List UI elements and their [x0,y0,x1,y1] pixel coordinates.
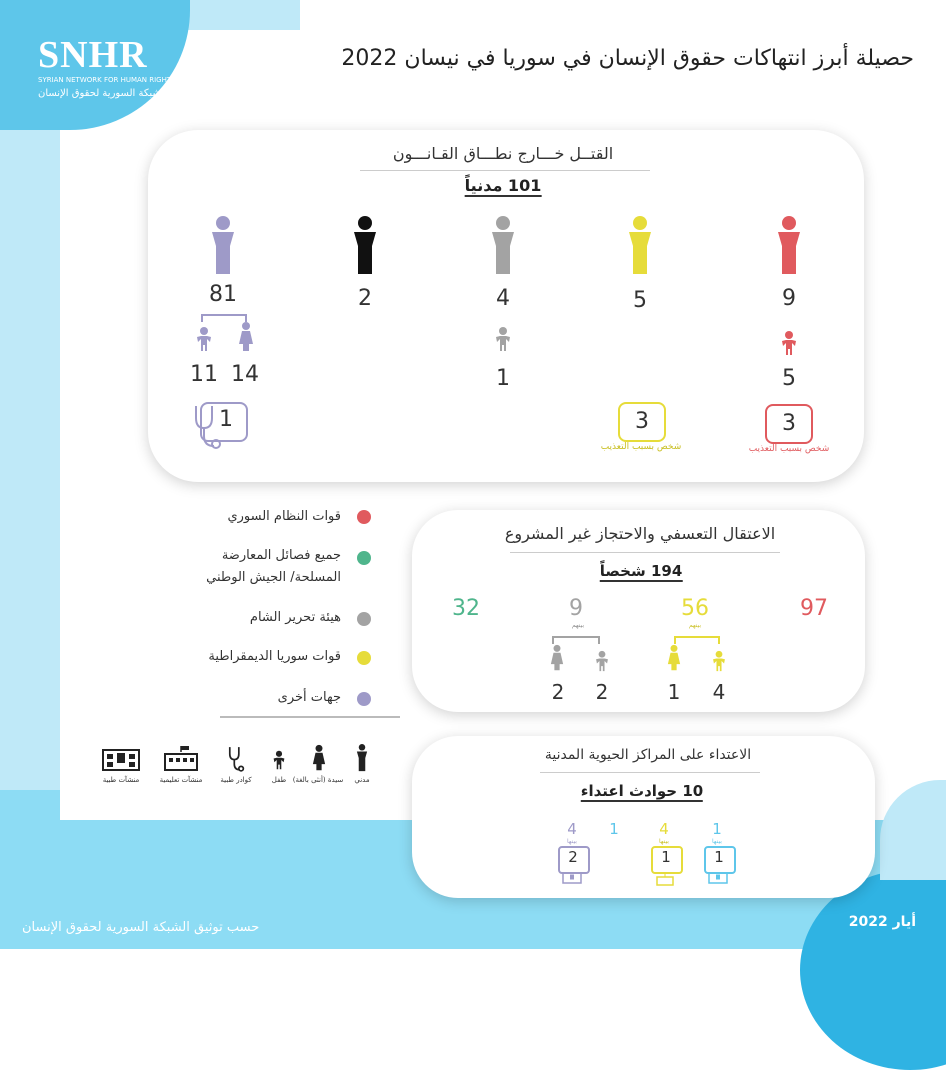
woman-icon [550,644,564,672]
civilian-icon [776,216,802,276]
sdf-torture-count: 3 [635,409,649,434]
attacks-g1-count: 1 [712,820,722,838]
woman-icon [312,744,326,772]
legend-dot-sdf [357,651,371,665]
civilian-icon [210,216,236,276]
killing-others-child: 11 [190,362,218,387]
killing-title: القتــل خـــارج نطـــاق القـانـــون [392,144,614,163]
child-icon [494,326,512,352]
killing-others-medical: 1 [219,407,233,432]
logo-subtitle-ar: الشبكة السورية لحقوق الإنسان [38,88,168,99]
killing-total: 101 مدنياً [464,176,542,195]
stethoscope-icon [226,746,246,772]
attacks-g1-sub: بينها [712,838,722,845]
regime-torture-count: 3 [782,411,796,436]
icon-legend-medical: كوادر طبية [220,776,252,784]
attacks-g2-count: 4 [659,820,669,838]
logo-text: SNHR [38,34,148,76]
child-icon [594,650,610,672]
logo-subtitle-en: SYRIAN NETWORK FOR HUMAN RIGHTS [38,76,176,84]
school-icon [163,744,199,772]
killing-others-count: 81 [209,282,237,307]
hospital-icon [708,872,728,884]
hospital-icon [101,748,141,772]
woman-icon [238,322,254,352]
child-icon [195,326,213,352]
attacks-divider [540,772,760,773]
child-icon [780,330,798,356]
attacks-g2-facility: 1 [661,848,671,866]
attacks-title: الاعتداء على المراكز الحيوية المدنية [544,747,752,763]
legend-label-sdf: قوات سوريا الديمقراطية [208,649,341,664]
footer-source: حسب توثيق الشبكة السورية لحقوق الإنسان [22,920,260,935]
detention-sdf-sub: بينهم [688,622,702,629]
legend-dot-hts [357,612,371,626]
killing-hts-count: 4 [496,286,510,311]
school-icon [655,872,675,886]
killing-regime-count: 9 [782,286,796,311]
legend-divider [220,716,400,718]
icon-legend-civilian: مدني [354,776,370,784]
attacks-g3-count: 1 [609,820,619,838]
footer-date: أيار 2022 [848,914,916,930]
detention-divider [510,552,780,553]
detention-regime-count: 97 [800,596,828,621]
icon-legend-child: طفل [271,776,287,784]
legend-label-regime: قوات النظام السوري [227,509,341,524]
killing-sdf-count: 5 [633,288,647,313]
page-title: حصيلة أبرز انتهاكات حقوق الإنسان في سوريا في نيسان 2022 [341,46,914,71]
detention-opposition-count: 32 [452,596,480,621]
legend-label-opposition-2: المسلحة/ الجيش الوطني [206,570,341,585]
attacks-g2-sub: بينها [659,838,669,845]
legend-dot-others [357,692,371,706]
attacks-g4-facility: 2 [568,848,578,866]
icon-legend-hospital: منشآت طبية [102,776,140,784]
civilian-icon [490,216,516,276]
civilian-icon [627,216,653,276]
legend-label-hts: هيئة تحرير الشام [249,610,341,625]
detention-hts-sub: بينهم [571,622,585,629]
detention-total: 194 شخصاً [599,562,683,580]
detention-hts-woman: 2 [551,680,565,704]
attacks-g4-count: 4 [567,820,577,838]
detention-sdf-woman: 1 [667,680,681,704]
attacks-total: 10 حوادث اعتداء [580,782,704,800]
sdf-torture-label: شخص بسبب التعذيب [600,442,682,452]
legend-label-opposition-1: جميع فصائل المعارضة [221,548,341,563]
killing-divider [360,170,650,171]
killing-hts-child: 1 [496,366,510,391]
detention-title: الاعتقال التعسفي والاحتجاز غير المشروع [504,524,776,543]
attacks-g1-facility: 1 [714,848,724,866]
hospital-icon [562,872,582,884]
legend-dot-regime [357,510,371,524]
icon-legend-school: منشآت تعليمية [159,776,203,784]
civilian-icon [352,216,378,276]
legend-dot-opposition [357,551,371,565]
detention-sdf-child: 4 [712,680,726,704]
detention-hts-count: 9 [569,596,583,621]
child-icon [711,650,727,672]
attacks-g4-sub: بينها [567,838,577,845]
detention-hts-child: 2 [595,680,609,704]
detention-sdf-count: 56 [681,596,709,621]
child-icon [272,750,286,770]
regime-torture-label: شخص بسبب التعذيب [748,444,830,454]
legend-label-others: جهات أخرى [277,690,341,705]
killing-others-woman: 14 [231,362,259,387]
woman-icon [667,644,681,672]
icon-legend-woman: سيدة (أنثى بالغة) [292,776,344,784]
civilian-icon [355,744,369,772]
killing-black-count: 2 [358,286,372,311]
killing-regime-child: 5 [782,366,796,391]
